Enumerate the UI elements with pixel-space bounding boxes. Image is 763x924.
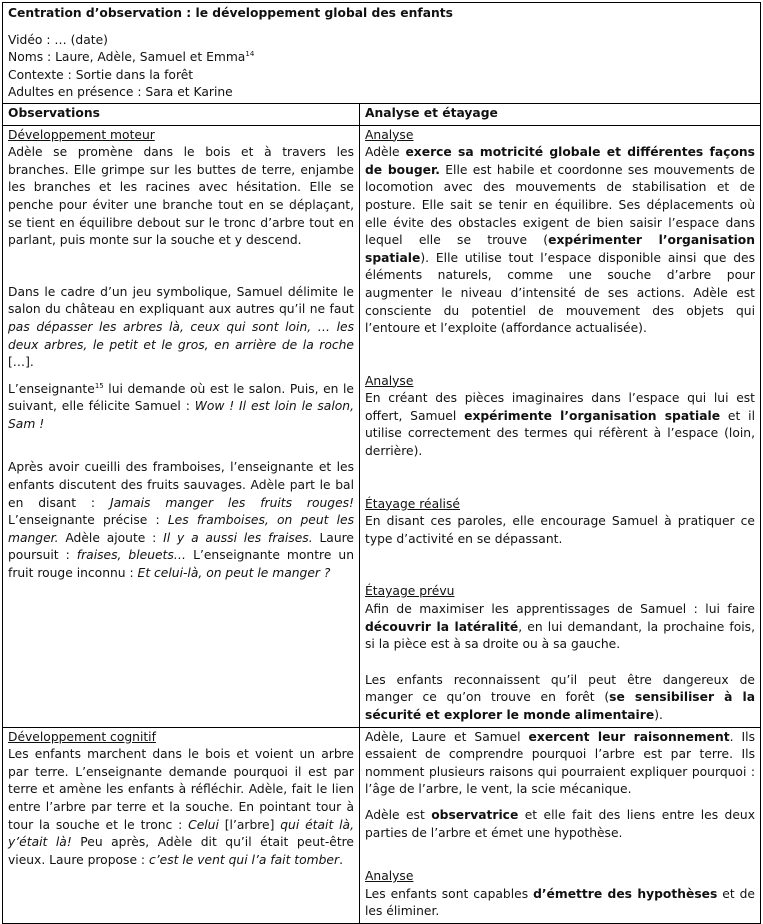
cognitive-section-title: Développement cognitif bbox=[8, 729, 156, 744]
emphasis-run: expérimente l’organisation spatiale bbox=[464, 408, 721, 423]
text-run: Afin de maximiser les apprentissages de Samuel : lui faire bbox=[365, 602, 755, 617]
analysis-label: Analyse bbox=[365, 869, 414, 884]
adults-line: Adultes en présence : Sara et Karine bbox=[8, 85, 233, 100]
text-run: Après avoir cueilli des framboises, l’enseignante et les enfants discutent des fruits sauvages. Adèle part le bal en disant : bbox=[8, 460, 354, 510]
motor-observation-3 bbox=[8, 381, 354, 434]
analysis-label: Analyse bbox=[365, 373, 414, 388]
text-run: et de les éliminer. bbox=[365, 886, 755, 919]
scaffolding-done-label: Étayage réalisé bbox=[365, 496, 460, 511]
names-text: Noms : Laure, Adèle, Samuel et Emma bbox=[8, 50, 246, 65]
quote-run: c’est le vent qui l’a fait tomber bbox=[148, 852, 340, 867]
observation-table bbox=[2, 2, 761, 924]
motor-observation-4 bbox=[8, 459, 354, 582]
motor-observation-1: Adèle se promène dans le bois et à travers les branches. Elle grimpe sur les buttes de terre, enjambe les branches et les racines avec hésitation. Elle se penche pour éviter une branche tout en se déplaçant, se tient en équilibre debout sur le tronc d’arbre tout en parlant, puis monte sur la souche et y descend. bbox=[8, 145, 354, 248]
cognitive-analysis-3 bbox=[365, 886, 755, 921]
text-run: , en lui demandant, la prochaine fois, si la pièce est à sa droite ou à sa gauche. bbox=[365, 619, 755, 652]
motor-analysis-cell bbox=[360, 126, 760, 727]
scaffolding-done-text: En disant ces paroles, elle encourage Samuel à pratiquer ce type d’activité en se dépassant. bbox=[365, 514, 755, 546]
emphasis-run: exercent leur raisonnement bbox=[528, 729, 730, 744]
text-run: […]. bbox=[8, 355, 34, 370]
motor-development-row bbox=[3, 126, 760, 728]
text-run: ). Elle utilise tout l’espace disponible ainsi que des éléments naturels, comme une souche d’arbre pour augmenter le niveau d’intensité de ses actions. Adèle est consciente du potentiel de mouvement des objets qui l’entoure et l’exploite (affordance actualisée). bbox=[365, 250, 755, 336]
text-run: L’enseignante précise : bbox=[8, 513, 168, 528]
emphasis-run: exerce sa motricité globale et différentes façons de bouger. bbox=[365, 145, 755, 177]
footnote-ref-14: 14 bbox=[245, 50, 255, 59]
quote-run: Il y a aussi les fraises. bbox=[163, 530, 313, 545]
text-run: Adèle est bbox=[365, 807, 432, 822]
quote-run: Et celui-là, on peut le manger ? bbox=[137, 566, 331, 581]
cognitive-analysis-cell bbox=[360, 728, 760, 923]
emphasis-run: observatrice bbox=[431, 807, 519, 822]
text-run: Adèle, Laure et Samuel bbox=[365, 729, 529, 744]
cognitive-analysis-2 bbox=[365, 807, 755, 842]
document-title: Centration d’observation : le développement global des enfants bbox=[8, 6, 453, 20]
text-run: ). bbox=[654, 708, 663, 722]
cognitive-analysis-1 bbox=[365, 729, 755, 799]
text-run: Adèle ajoute : bbox=[58, 530, 164, 545]
motor-analysis-2 bbox=[365, 390, 755, 460]
video-line: Vidéo : … (date) bbox=[8, 32, 108, 47]
text-run: Elle est habile et coordonne ses mouvements de locomotion avec des mouvements de stabilisation et de posture. Elle sait se tenir en équilibre. Ses déplacements où elle évite des obstacles exigent de bien saisir l’espace dans lequel elle se trouve ( bbox=[365, 162, 755, 248]
motor-observation-2 bbox=[8, 284, 354, 372]
text-run: L’enseignante bbox=[8, 381, 95, 396]
motor-observations-cell bbox=[3, 126, 360, 727]
text-run: Les enfants sont capables bbox=[365, 886, 534, 901]
quote-run: pas dépasser les arbres là, ceux qui sont loin, … les deux arbres, le petit et le gros, en arrière de la roche bbox=[8, 319, 354, 352]
text-run: . Ils essaient de comprendre pourquoi l’arbre est par terre. Ils nomment plusieurs raisons qui pourraient expliquer pourquoi : l’âge de l’arbre, le vent, la scie mécanique. bbox=[365, 729, 755, 797]
emphasis-run: d’émettre des hypothèses bbox=[533, 886, 718, 901]
food-safety-analysis bbox=[365, 672, 755, 725]
footnote-ref-15: 15 bbox=[94, 381, 104, 390]
motor-analysis-1 bbox=[365, 144, 755, 338]
quote-run: fraises, bleuets… bbox=[76, 548, 187, 563]
context-line: Contexte : Sortie dans la forêt bbox=[8, 67, 194, 82]
text-run: En créant des pièces imaginaires dans l’espace qui lui est offert, Samuel bbox=[365, 391, 755, 423]
text-run: Les enfants marchent dans le bois et voient un arbre par terre. L’enseignante demande pourquoi il est par terre et amène les enfants à réfléchir. Adèle, fait le lien entre l’arbre par terre et la souche. En pointant tour à tour la souche et le tronc : bbox=[8, 747, 354, 832]
scaffolding-planned-text bbox=[365, 601, 755, 654]
text-run: lui demande où est le salon. Puis, en le suivant, elle félicite Samuel : bbox=[8, 381, 354, 414]
text-run: L’enseignante montre un fruit rouge inconnu : bbox=[8, 548, 354, 581]
text-run: . bbox=[339, 852, 343, 867]
text-run: Les enfants reconnaissent qu’il peut être dangereux de manger ce qu’on trouve en forêt ( bbox=[365, 672, 755, 705]
quote-run: Les framboises, on peut les manger. bbox=[8, 513, 354, 545]
text-run: Laure poursuit : bbox=[8, 530, 354, 563]
analysis-column-header: Analyse et étayage bbox=[365, 105, 498, 120]
text-run: Dans le cadre d’un jeu symbolique, Samuel délimite le salon du château en expliquant aux autres qu’il ne faut bbox=[8, 284, 354, 317]
quote-run: qui était là, y’était là! bbox=[8, 817, 354, 850]
text-run: Adèle bbox=[365, 145, 406, 160]
analysis-label: Analyse bbox=[365, 127, 414, 142]
quote-run: Wow ! Il est loin le salon, Sam ! bbox=[8, 399, 354, 431]
emphasis-run: découvrir la latéralité bbox=[365, 619, 519, 634]
cognitive-observation bbox=[8, 746, 354, 869]
scaffolding-planned-label: Étayage prévu bbox=[365, 584, 455, 599]
text-run: et il utilise correctement des termes qui réfèrent à l’espace (loin, derrière). bbox=[365, 408, 755, 459]
emphasis-run: se sensibiliser à la sécurité et explorer le monde alimentaire bbox=[365, 690, 755, 722]
column-headers-row bbox=[3, 104, 760, 126]
observations-column-header: Observations bbox=[3, 104, 360, 125]
text-run: Peu après, Adèle dit qu’il était peut-être vieux. Laure propose : bbox=[8, 835, 354, 867]
text-run: et elle fait des liens entre les deux parties de l’arbre et émet une hypothèse. bbox=[365, 807, 755, 840]
emphasis-run: expérimenter l’organisation spatiale bbox=[365, 233, 756, 265]
cognitive-development-row bbox=[3, 728, 760, 923]
cognitive-observations-cell bbox=[3, 728, 360, 923]
quote-run: Celui bbox=[188, 817, 219, 832]
motor-section-title: Développement moteur bbox=[8, 127, 155, 142]
names-line bbox=[8, 49, 755, 67]
text-run: [l’arbre] bbox=[218, 817, 281, 832]
table-header bbox=[3, 3, 760, 104]
quote-run: Jamais manger les fruits rouges! bbox=[109, 495, 354, 510]
